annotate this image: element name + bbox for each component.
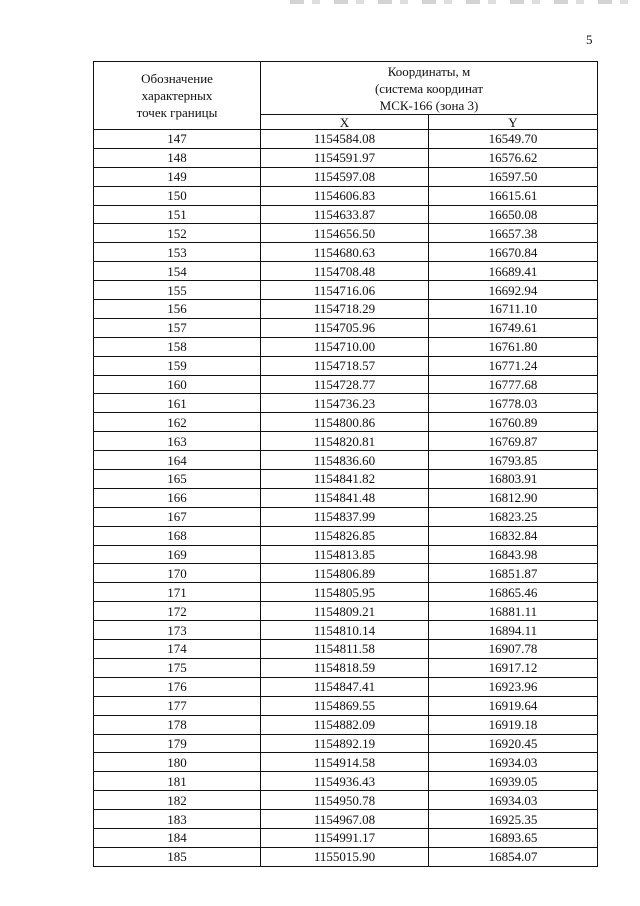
x-coordinate-cell: 1154809.21	[261, 602, 429, 621]
point-number-cell: 151	[94, 205, 261, 224]
y-coordinate-cell: 16881.11	[429, 602, 598, 621]
y-coordinate-cell: 16597.50	[429, 167, 598, 186]
point-number-cell: 162	[94, 413, 261, 432]
y-coordinate-cell: 16939.05	[429, 772, 598, 791]
table-row	[94, 545, 598, 564]
x-coordinate-cell: 1154591.97	[261, 148, 429, 167]
y-coordinate-cell: 16711.10	[429, 300, 598, 319]
y-column-header: Y	[429, 115, 598, 130]
table-row	[94, 715, 598, 734]
coords-header-line-1: Координаты, м	[387, 63, 471, 79]
point-number-cell: 157	[94, 318, 261, 337]
table-row	[94, 300, 598, 319]
x-coordinate-cell: 1154718.29	[261, 300, 429, 319]
x-coordinate-cell: 1154841.48	[261, 488, 429, 507]
point-number-cell: 185	[94, 847, 261, 866]
point-number-cell: 167	[94, 507, 261, 526]
y-coordinate-cell: 16832.84	[429, 526, 598, 545]
x-coordinate-cell: 1154892.19	[261, 734, 429, 753]
point-number-cell: 153	[94, 243, 261, 262]
table-row	[94, 810, 598, 829]
x-coordinate-cell: 1154633.87	[261, 205, 429, 224]
table-row	[94, 281, 598, 300]
table-row	[94, 262, 598, 281]
table-row	[94, 243, 598, 262]
y-coordinate-cell: 16771.24	[429, 356, 598, 375]
point-number-cell: 160	[94, 375, 261, 394]
table-row	[94, 658, 598, 677]
y-coordinate-cell: 16893.65	[429, 828, 598, 847]
table-row	[94, 205, 598, 224]
x-coordinate-cell: 1154584.08	[261, 130, 429, 149]
y-coordinate-cell: 16778.03	[429, 394, 598, 413]
table-row	[94, 828, 598, 847]
y-coordinate-cell: 16851.87	[429, 564, 598, 583]
y-coordinate-cell: 16823.25	[429, 507, 598, 526]
table-row	[94, 791, 598, 810]
x-coordinate-cell: 1154708.48	[261, 262, 429, 281]
point-number-cell: 165	[94, 470, 261, 489]
table-row	[94, 224, 598, 243]
x-coordinate-cell: 1154826.85	[261, 526, 429, 545]
y-coordinate-cell: 16650.08	[429, 205, 598, 224]
x-coordinate-cell: 1154936.43	[261, 772, 429, 791]
point-number-cell: 155	[94, 281, 261, 300]
y-coordinate-cell: 16934.03	[429, 753, 598, 772]
x-coordinate-cell: 1154991.17	[261, 828, 429, 847]
y-coordinate-cell: 16692.94	[429, 281, 598, 300]
x-coordinate-cell: 1154837.99	[261, 507, 429, 526]
point-number-cell: 172	[94, 602, 261, 621]
x-coordinate-cell: 1154847.41	[261, 677, 429, 696]
point-header-line-2: характерных	[141, 88, 213, 103]
x-coordinate-cell: 1154882.09	[261, 715, 429, 734]
x-coordinate-cell: 1154950.78	[261, 791, 429, 810]
y-coordinate-cell: 16670.84	[429, 243, 598, 262]
table-row	[94, 318, 598, 337]
x-coordinate-cell: 1154728.77	[261, 375, 429, 394]
point-designation-header	[94, 62, 261, 130]
table-row	[94, 564, 598, 583]
table-row	[94, 847, 598, 866]
y-coordinate-cell: 16894.11	[429, 621, 598, 640]
x-coordinate-cell: 1154805.95	[261, 583, 429, 602]
table-row	[94, 130, 598, 149]
point-number-cell: 150	[94, 186, 261, 205]
y-coordinate-cell: 16576.62	[429, 148, 598, 167]
x-coordinate-cell: 1154841.82	[261, 470, 429, 489]
point-number-cell: 174	[94, 640, 261, 659]
point-number-cell: 161	[94, 394, 261, 413]
point-number-cell: 182	[94, 791, 261, 810]
y-coordinate-cell: 16917.12	[429, 658, 598, 677]
table-row	[94, 394, 598, 413]
y-coordinate-cell: 16919.18	[429, 715, 598, 734]
point-number-cell: 180	[94, 753, 261, 772]
x-coordinate-cell: 1154836.60	[261, 451, 429, 470]
table-row	[94, 186, 598, 205]
y-coordinate-cell: 16769.87	[429, 432, 598, 451]
y-coordinate-cell: 16907.78	[429, 640, 598, 659]
table-row	[94, 640, 598, 659]
table-row	[94, 507, 598, 526]
x-coordinate-cell: 1154810.14	[261, 621, 429, 640]
table-row	[94, 470, 598, 489]
point-number-cell: 168	[94, 526, 261, 545]
y-coordinate-cell: 16803.91	[429, 470, 598, 489]
y-coordinate-cell: 16777.68	[429, 375, 598, 394]
y-coordinate-cell: 16615.61	[429, 186, 598, 205]
x-coordinate-cell: 1154813.85	[261, 545, 429, 564]
x-coordinate-cell: 1154811.58	[261, 640, 429, 659]
table-row	[94, 375, 598, 394]
x-coordinate-cell: 1154710.00	[261, 337, 429, 356]
point-number-cell: 183	[94, 810, 261, 829]
x-coordinate-cell: 1154705.96	[261, 318, 429, 337]
x-coordinate-cell: 1154718.57	[261, 356, 429, 375]
point-number-cell: 148	[94, 148, 261, 167]
y-coordinate-cell: 16549.70	[429, 130, 598, 149]
page-number: 5	[586, 32, 593, 47]
point-number-cell: 159	[94, 356, 261, 375]
y-coordinate-cell: 16761.80	[429, 337, 598, 356]
point-number-cell: 158	[94, 337, 261, 356]
point-header-line-3: точек границы	[136, 105, 218, 120]
coords-header-line-3: МСК-166 (зона 3)	[379, 97, 479, 113]
table-row	[94, 602, 598, 621]
point-number-cell: 156	[94, 300, 261, 319]
y-coordinate-cell: 16923.96	[429, 677, 598, 696]
point-number-cell: 149	[94, 167, 261, 186]
y-coordinate-cell: 16812.90	[429, 488, 598, 507]
coordinates-table	[93, 61, 598, 867]
y-coordinate-cell: 16919.64	[429, 696, 598, 715]
table-row	[94, 356, 598, 375]
x-coordinate-cell: 1154800.86	[261, 413, 429, 432]
y-coordinate-cell: 16925.35	[429, 810, 598, 829]
point-number-cell: 177	[94, 696, 261, 715]
y-coordinate-cell: 16843.98	[429, 545, 598, 564]
point-number-cell: 179	[94, 734, 261, 753]
x-coordinate-cell: 1154869.55	[261, 696, 429, 715]
y-coordinate-cell: 16689.41	[429, 262, 598, 281]
table-row	[94, 772, 598, 791]
table-row	[94, 583, 598, 602]
table-row	[94, 413, 598, 432]
point-number-cell: 164	[94, 451, 261, 470]
scan-edge-artifact	[290, 0, 640, 4]
table-row	[94, 167, 598, 186]
x-coordinate-cell: 1155015.90	[261, 847, 429, 866]
point-number-cell: 184	[94, 828, 261, 847]
y-coordinate-cell: 16793.85	[429, 451, 598, 470]
x-coordinate-cell: 1154967.08	[261, 810, 429, 829]
table-row	[94, 753, 598, 772]
y-coordinate-cell: 16865.46	[429, 583, 598, 602]
y-coordinate-cell: 16749.61	[429, 318, 598, 337]
y-coordinate-cell: 16934.03	[429, 791, 598, 810]
x-coordinate-cell: 1154680.63	[261, 243, 429, 262]
x-coordinate-cell: 1154736.23	[261, 394, 429, 413]
point-number-cell: 169	[94, 545, 261, 564]
point-number-cell: 175	[94, 658, 261, 677]
x-coordinate-cell: 1154716.06	[261, 281, 429, 300]
table-row	[94, 488, 598, 507]
x-column-header: X	[261, 115, 429, 130]
x-coordinate-cell: 1154820.81	[261, 432, 429, 451]
point-number-cell: 166	[94, 488, 261, 507]
point-number-cell: 170	[94, 564, 261, 583]
x-coordinate-cell: 1154656.50	[261, 224, 429, 243]
table-row	[94, 526, 598, 545]
point-number-cell: 171	[94, 583, 261, 602]
point-number-cell: 154	[94, 262, 261, 281]
point-number-cell: 181	[94, 772, 261, 791]
y-coordinate-cell: 16760.89	[429, 413, 598, 432]
y-coordinate-cell: 16854.07	[429, 847, 598, 866]
table-row	[94, 337, 598, 356]
table-row	[94, 451, 598, 470]
point-header-line-1: Обозначение	[141, 71, 213, 86]
table-row	[94, 148, 598, 167]
table-row	[94, 432, 598, 451]
coordinates-header	[261, 62, 598, 115]
y-coordinate-cell: 16657.38	[429, 224, 598, 243]
x-coordinate-cell: 1154806.89	[261, 564, 429, 583]
coords-header-line-2: (система координат	[374, 80, 484, 96]
x-coordinate-cell: 1154818.59	[261, 658, 429, 677]
x-coordinate-cell: 1154914.58	[261, 753, 429, 772]
y-coordinate-cell: 16920.45	[429, 734, 598, 753]
point-number-cell: 152	[94, 224, 261, 243]
table-row	[94, 621, 598, 640]
table-row	[94, 734, 598, 753]
x-coordinate-cell: 1154606.83	[261, 186, 429, 205]
point-number-cell: 173	[94, 621, 261, 640]
point-number-cell: 163	[94, 432, 261, 451]
coordinates-rows	[94, 130, 598, 867]
table-row	[94, 696, 598, 715]
table-row	[94, 677, 598, 696]
point-number-cell: 176	[94, 677, 261, 696]
point-number-cell: 147	[94, 130, 261, 149]
point-number-cell: 178	[94, 715, 261, 734]
x-coordinate-cell: 1154597.08	[261, 167, 429, 186]
